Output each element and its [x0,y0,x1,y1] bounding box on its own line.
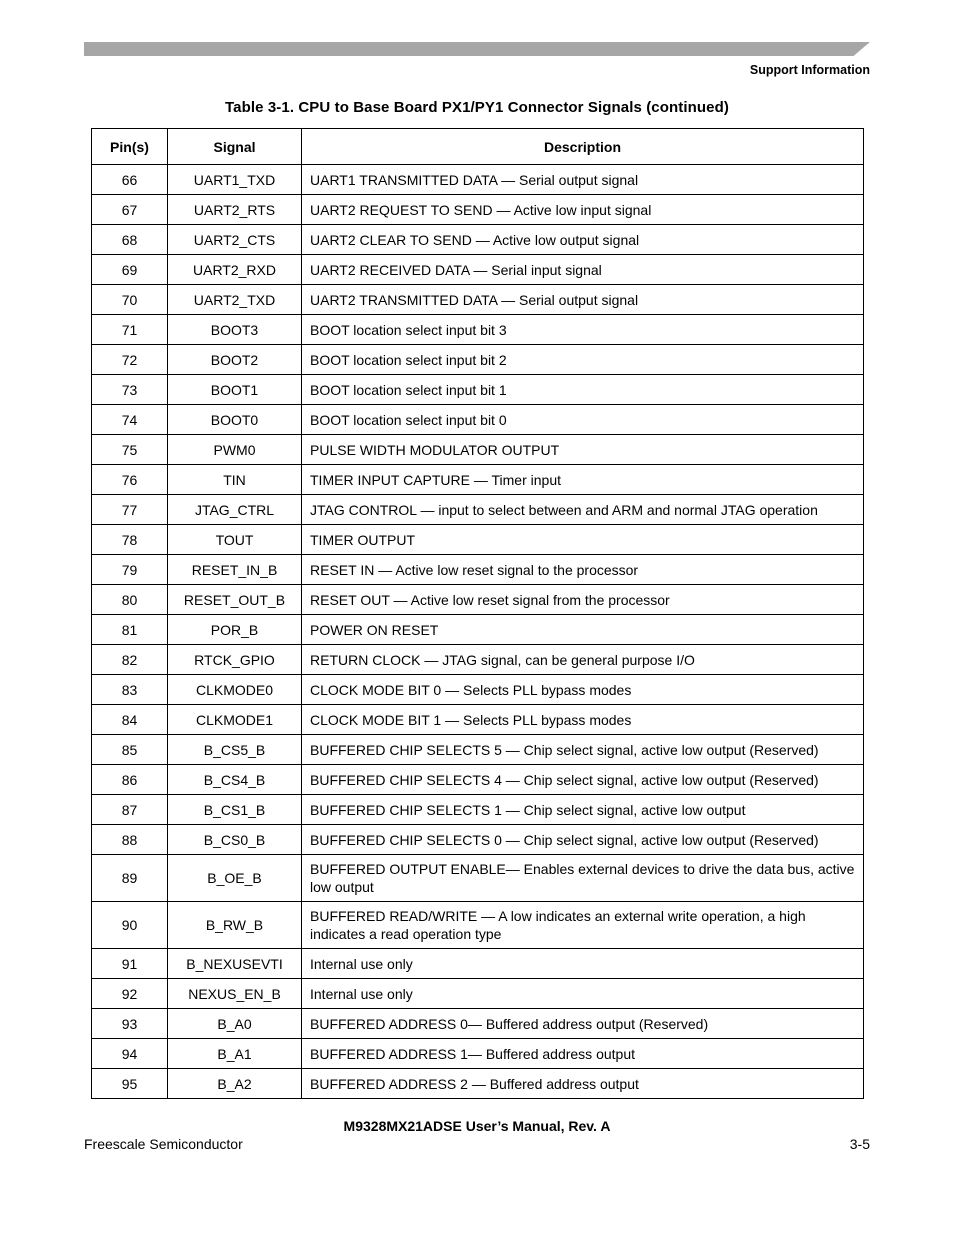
description-cell: BUFFERED CHIP SELECTS 4 — Chip select signal, active low output (Reserved) [302,765,864,795]
pin-cell: 66 [92,165,168,195]
description-cell: CLOCK MODE BIT 1 — Selects PLL bypass modes [302,705,864,735]
pin-cell: 82 [92,645,168,675]
signal-cell: RESET_IN_B [168,555,302,585]
column-header-pins: Pin(s) [92,129,168,165]
description-cell: UART2 RECEIVED DATA — Serial input signal [302,255,864,285]
signal-cell: NEXUS_EN_B [168,979,302,1009]
pin-cell: 69 [92,255,168,285]
table-body [92,165,864,1099]
table-row [92,525,864,555]
table-row [92,435,864,465]
signal-cell: BOOT2 [168,345,302,375]
signal-cell: B_NEXUSEVTI [168,949,302,979]
description-cell: BUFFERED CHIP SELECTS 0 — Chip select signal, active low output (Reserved) [302,825,864,855]
description-cell: BUFFERED ADDRESS 0— Buffered address output (Reserved) [302,1009,864,1039]
pin-cell: 77 [92,495,168,525]
table-row [92,165,864,195]
table-row [92,1069,864,1099]
pin-cell: 80 [92,585,168,615]
pin-cell: 72 [92,345,168,375]
table-row [92,675,864,705]
table-row [92,555,864,585]
pin-cell: 88 [92,825,168,855]
signal-cell: TIN [168,465,302,495]
signal-cell: B_CS0_B [168,825,302,855]
pin-cell: 90 [92,902,168,949]
description-cell: BUFFERED ADDRESS 1— Buffered address output [302,1039,864,1069]
signal-cell: UART2_TXD [168,285,302,315]
pin-cell: 74 [92,405,168,435]
signal-cell: TOUT [168,525,302,555]
table-row [92,765,864,795]
pin-cell: 81 [92,615,168,645]
table-row [92,465,864,495]
signal-cell: RESET_OUT_B [168,585,302,615]
table-row [92,255,864,285]
column-header-signal: Signal [168,129,302,165]
signal-cell: B_A1 [168,1039,302,1069]
table-row [92,615,864,645]
pin-cell: 67 [92,195,168,225]
description-cell: TIMER OUTPUT [302,525,864,555]
description-cell: RESET IN — Active low reset signal to the processor [302,555,864,585]
description-cell: PULSE WIDTH MODULATOR OUTPUT [302,435,864,465]
pin-cell: 93 [92,1009,168,1039]
pin-cell: 75 [92,435,168,465]
pin-cell: 86 [92,765,168,795]
pin-cell: 73 [92,375,168,405]
pin-cell: 76 [92,465,168,495]
description-cell: POWER ON RESET [302,615,864,645]
signals-table [91,128,864,1099]
table-row [92,902,864,949]
description-cell: BUFFERED CHIP SELECTS 1 — Chip select signal, active low output [302,795,864,825]
column-header-description: Description [302,129,864,165]
table-row [92,1009,864,1039]
description-cell: BOOT location select input bit 3 [302,315,864,345]
table-row [92,645,864,675]
signal-cell: B_A2 [168,1069,302,1099]
signal-cell: B_A0 [168,1009,302,1039]
signal-cell: B_CS4_B [168,765,302,795]
description-cell: UART2 REQUEST TO SEND — Active low input signal [302,195,864,225]
table-row [92,825,864,855]
signal-cell: UART2_RTS [168,195,302,225]
table-row [92,285,864,315]
table-header-row [92,129,864,165]
signal-cell: UART1_TXD [168,165,302,195]
table-row [92,979,864,1009]
description-cell: BUFFERED READ/WRITE — A low indicates an external write operation, a high indicates a read operation type [302,902,864,949]
description-cell: UART1 TRANSMITTED DATA — Serial output signal [302,165,864,195]
signal-cell: B_CS5_B [168,735,302,765]
signal-cell: JTAG_CTRL [168,495,302,525]
table-row [92,855,864,902]
section-label: Support Information [749,63,870,77]
pin-cell: 71 [92,315,168,345]
table-row [92,405,864,435]
pin-cell: 84 [92,705,168,735]
pin-cell: 95 [92,1069,168,1099]
signal-cell: BOOT3 [168,315,302,345]
pin-cell: 85 [92,735,168,765]
description-cell: TIMER INPUT CAPTURE — Timer input [302,465,864,495]
table-row [92,1039,864,1069]
pin-cell: 87 [92,795,168,825]
signal-cell: CLKMODE0 [168,675,302,705]
footer-page-number: 3-5 [849,1136,870,1152]
pin-cell: 79 [92,555,168,585]
table-row [92,375,864,405]
description-cell: RESET OUT — Active low reset signal from the processor [302,585,864,615]
pin-cell: 83 [92,675,168,705]
signal-cell: BOOT1 [168,375,302,405]
description-cell: Internal use only [302,949,864,979]
description-cell: CLOCK MODE BIT 0 — Selects PLL bypass modes [302,675,864,705]
table-title: Table 3-1. CPU to Base Board PX1/PY1 Connector Signals (continued) [225,99,729,116]
description-cell: RETURN CLOCK — JTAG signal, can be general purpose I/O [302,645,864,675]
signal-cell: B_OE_B [168,855,302,902]
signal-cell: BOOT0 [168,405,302,435]
table-row [92,195,864,225]
table-row [92,225,864,255]
table-row [92,345,864,375]
signal-cell: CLKMODE1 [168,705,302,735]
table-row [92,949,864,979]
signal-cell: UART2_CTS [168,225,302,255]
pin-cell: 89 [92,855,168,902]
signal-cell: UART2_RXD [168,255,302,285]
signal-cell: PWM0 [168,435,302,465]
description-cell: BUFFERED CHIP SELECTS 5 — Chip select signal, active low output (Reserved) [302,735,864,765]
description-cell: UART2 CLEAR TO SEND — Active low output signal [302,225,864,255]
pin-cell: 91 [92,949,168,979]
table-row [92,705,864,735]
table-row [92,795,864,825]
header-decorative-bar [84,42,870,56]
signal-cell: B_RW_B [168,902,302,949]
table-row [92,495,864,525]
description-cell: Internal use only [302,979,864,1009]
description-cell: BUFFERED OUTPUT ENABLE— Enables external devices to drive the data bus, active low output [302,855,864,902]
signal-cell: RTCK_GPIO [168,645,302,675]
signal-cell: POR_B [168,615,302,645]
description-cell: UART2 TRANSMITTED DATA — Serial output signal [302,285,864,315]
pin-cell: 78 [92,525,168,555]
description-cell: BUFFERED ADDRESS 2 — Buffered address output [302,1069,864,1099]
description-cell: BOOT location select input bit 0 [302,405,864,435]
signal-cell: B_CS1_B [168,795,302,825]
description-cell: JTAG CONTROL — input to select between and ARM and normal JTAG operation [302,495,864,525]
description-cell: BOOT location select input bit 1 [302,375,864,405]
description-cell: BOOT location select input bit 2 [302,345,864,375]
table-row [92,585,864,615]
pin-cell: 68 [92,225,168,255]
pin-cell: 94 [92,1039,168,1069]
pin-cell: 92 [92,979,168,1009]
pin-cell: 70 [92,285,168,315]
footer-manual-title: M9328MX21ADSE User’s Manual, Rev. A [343,1118,611,1134]
footer-company: Freescale Semiconductor [84,1136,243,1152]
table-row [92,315,864,345]
table-row [92,735,864,765]
